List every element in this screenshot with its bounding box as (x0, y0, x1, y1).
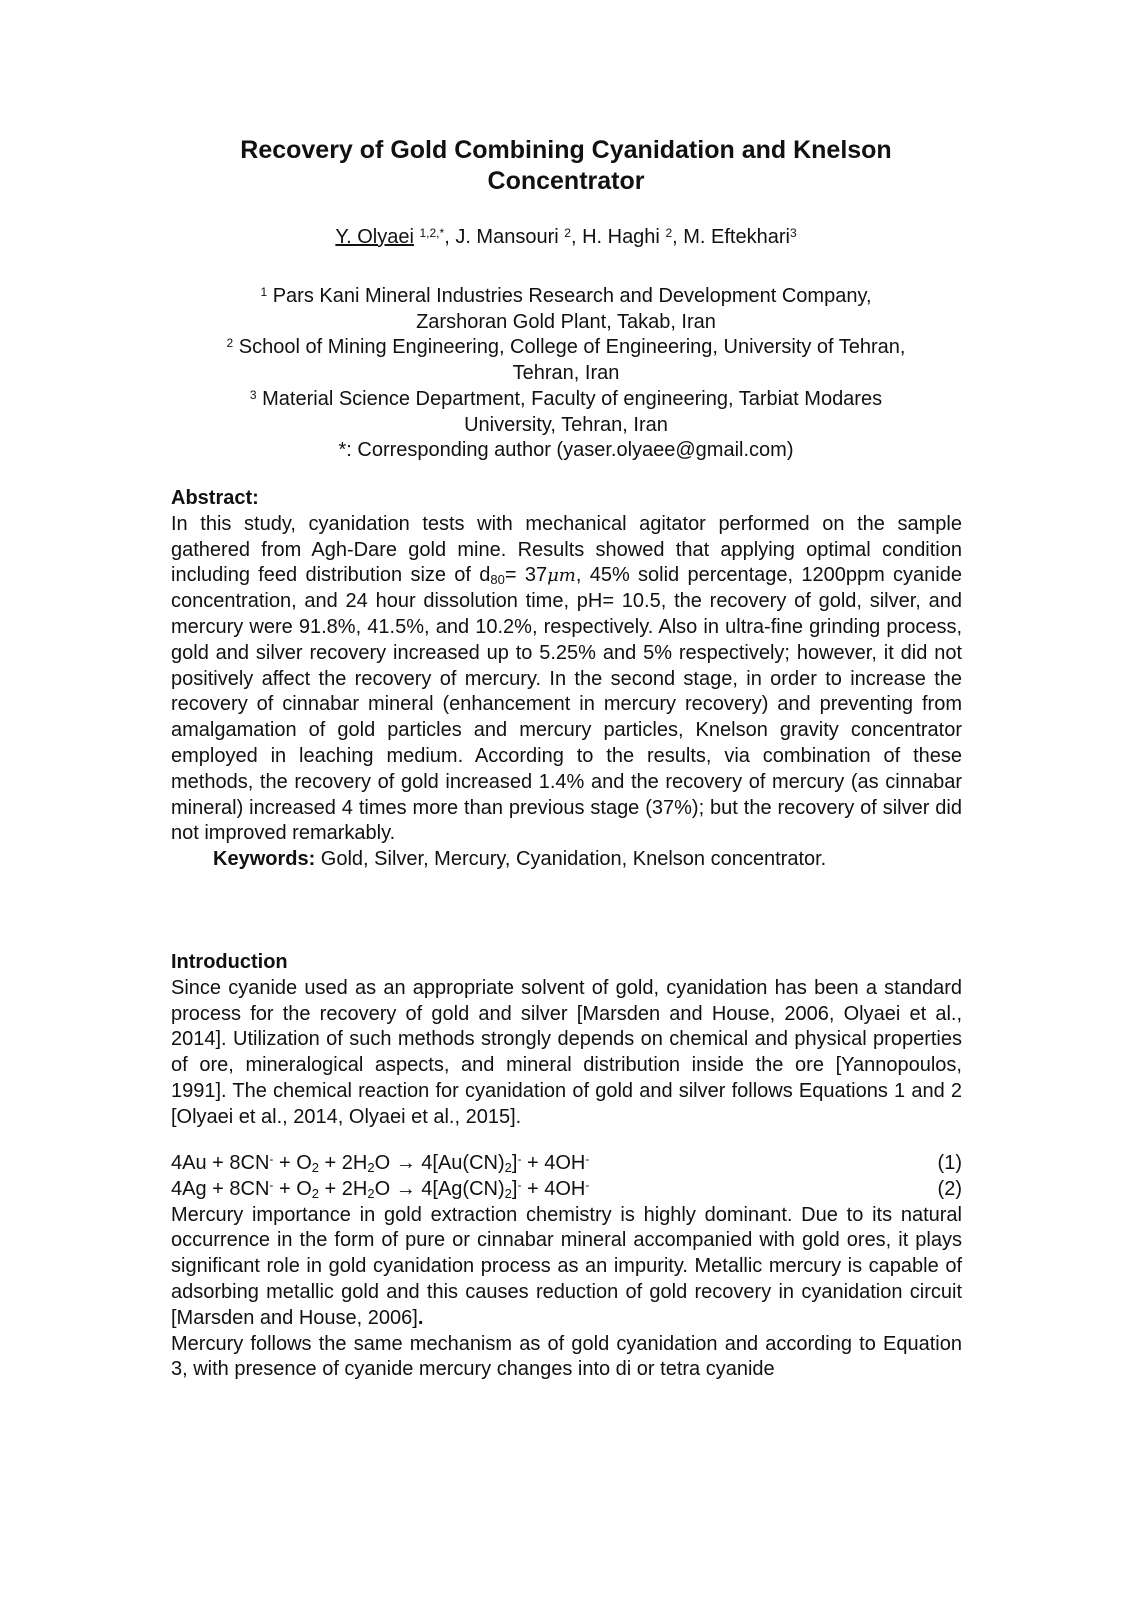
introduction-heading: Introduction (171, 951, 288, 973)
keywords-text: Gold, Silver, Mercury, Cyanidation, Knelson concentrator. (315, 848, 827, 871)
affiliation-2: $^2$ School of Mining Engineering, College of Engineering, University of Tehran, (226, 336, 906, 359)
author-3: H. Haghi $^2$, (582, 226, 684, 248)
affiliation-2-cont: Tehran, Iran (512, 362, 620, 385)
intro-paragraph-3: Mercury follows the same mechanism as of gold cyanidation and according to Equation 3, with presence of cyanide mercury changes into di or tetra cyanide (171, 1332, 962, 1381)
introduction-section (171, 950, 962, 1383)
keywords-label: Keywords: (213, 848, 316, 871)
equation-1 (171, 1151, 962, 1177)
author-name: J. Mansouri (455, 226, 565, 248)
equation-1-expression: $4Au + 8CN^- + O_2 + 2H_2O \to 4[Au(CN)_2]^- + 4OH^-$ (171, 1151, 590, 1175)
author-affil-mark: 2 (564, 226, 571, 240)
equation-2-number: (2) (937, 1177, 962, 1200)
micrometer-unit: μm (547, 565, 576, 587)
author-name: M. Eftekhari (683, 226, 790, 248)
intro-paragraph-1: Since cyanide used as an appropriate solvent of gold, cyanidation has been a standard process for the recovery of gold and silver [Marsden and House, 2006, Olyaei et al., 2014]. Utilization of such methods strongly depends on chemical and physical properties of ore, mineralogical aspects, and mineral distribution inside the ore [Yannopoulos, 1991]. The chemical reaction for cyanidation of gold and silver follows Equations 1 and 2 [Olyaei et al., 2014, Olyaei et al., 2015]. (171, 976, 962, 1128)
author-name: Y. Olyaei (335, 226, 414, 248)
title-line-1: Recovery of Gold Combining Cyanidation and Knelson (240, 136, 892, 164)
affiliation-3-cont: University, Tehran, Iran (464, 413, 668, 436)
author-1: Y. Olyaei $^{1,2,*}$, (335, 226, 456, 248)
author-name: H. Haghi (582, 226, 666, 248)
equation-1-number: (1) (937, 1151, 962, 1174)
affiliation-1-cont: Zarshoran Gold Plant, Takab, Iran (416, 310, 716, 333)
abstract-heading: Abstract: (171, 487, 259, 509)
author-4 (683, 226, 796, 248)
author-2: J. Mansouri $^2$, (455, 226, 583, 248)
author-affil-mark: 3 (789, 226, 797, 240)
corresponding-author: *: Corresponding author (yaser.olyaee@gmail.com) (338, 439, 794, 462)
keywords (171, 847, 962, 873)
abstract-section (171, 486, 962, 873)
author-affil-mark: 1,2,* (419, 226, 445, 240)
affiliation-3: $^3$ Material Science Department, Faculty of engineering, Tarbiat Modares (249, 387, 883, 410)
title-line-2: Concentrator (487, 167, 645, 195)
affiliation-1: $^1$ Pars Kani Mineral Industries Research and Development Company, (260, 285, 872, 307)
equation-2-expression: $4Ag + 8CN^- + O_2 + 2H_2O \to 4[Ag(CN)_2]^- + 4OH^-$ (171, 1177, 590, 1201)
equation-2 (171, 1177, 962, 1203)
affiliations (170, 284, 962, 464)
abstract-text: In this study, cyanidation tests with mechanical agitator performed on the sample gathered from Agh-Dare gold mine. Results showed that applying optimal condition including feed distribution size of $d_{80}= 37\mu m$, 45% solid percentage, 1200ppm cyanide concentration, and 24 hour dissolution time, pH= 10.5, the recovery of gold, silver, and mercury were 91.8%, 41.5%, and 10.2%, respectively. Also in ultra-fine grinding process, gold and silver recovery increased up to 5.25% and 5% respectively; however, it did not positively affect the recovery of mercury. In the second stage, in order to increase the recovery of cinnabar mineral (enhancement in mercury recovery) and preventing from amalgamation of gold particles and mercury particles, Knelson gravity concentrator employed in leaching medium. According to the results, via combination of these methods, the recovery of gold increased 1.4% and the recovery of mercury (as cinnabar mineral) increased 4 times more than previous stage (37%); but the recovery of silver did not improved remarkably. (171, 512, 962, 845)
author-list (170, 224, 962, 250)
intro-paragraph-2: Mercury importance in gold extraction chemistry is highly dominant. Due to its natural occurrence in the form of pure or cinnabar mineral accompanied with gold ores, it plays significant role in gold cyanidation process as an impurity. Metallic mercury is capable of adsorbing metallic gold and this causes reduction of gold recovery in cyanidation circuit [Marsden and House, 2006]. (171, 1203, 962, 1329)
author-affil-mark: 2 (665, 226, 673, 240)
paper-title (170, 135, 962, 197)
